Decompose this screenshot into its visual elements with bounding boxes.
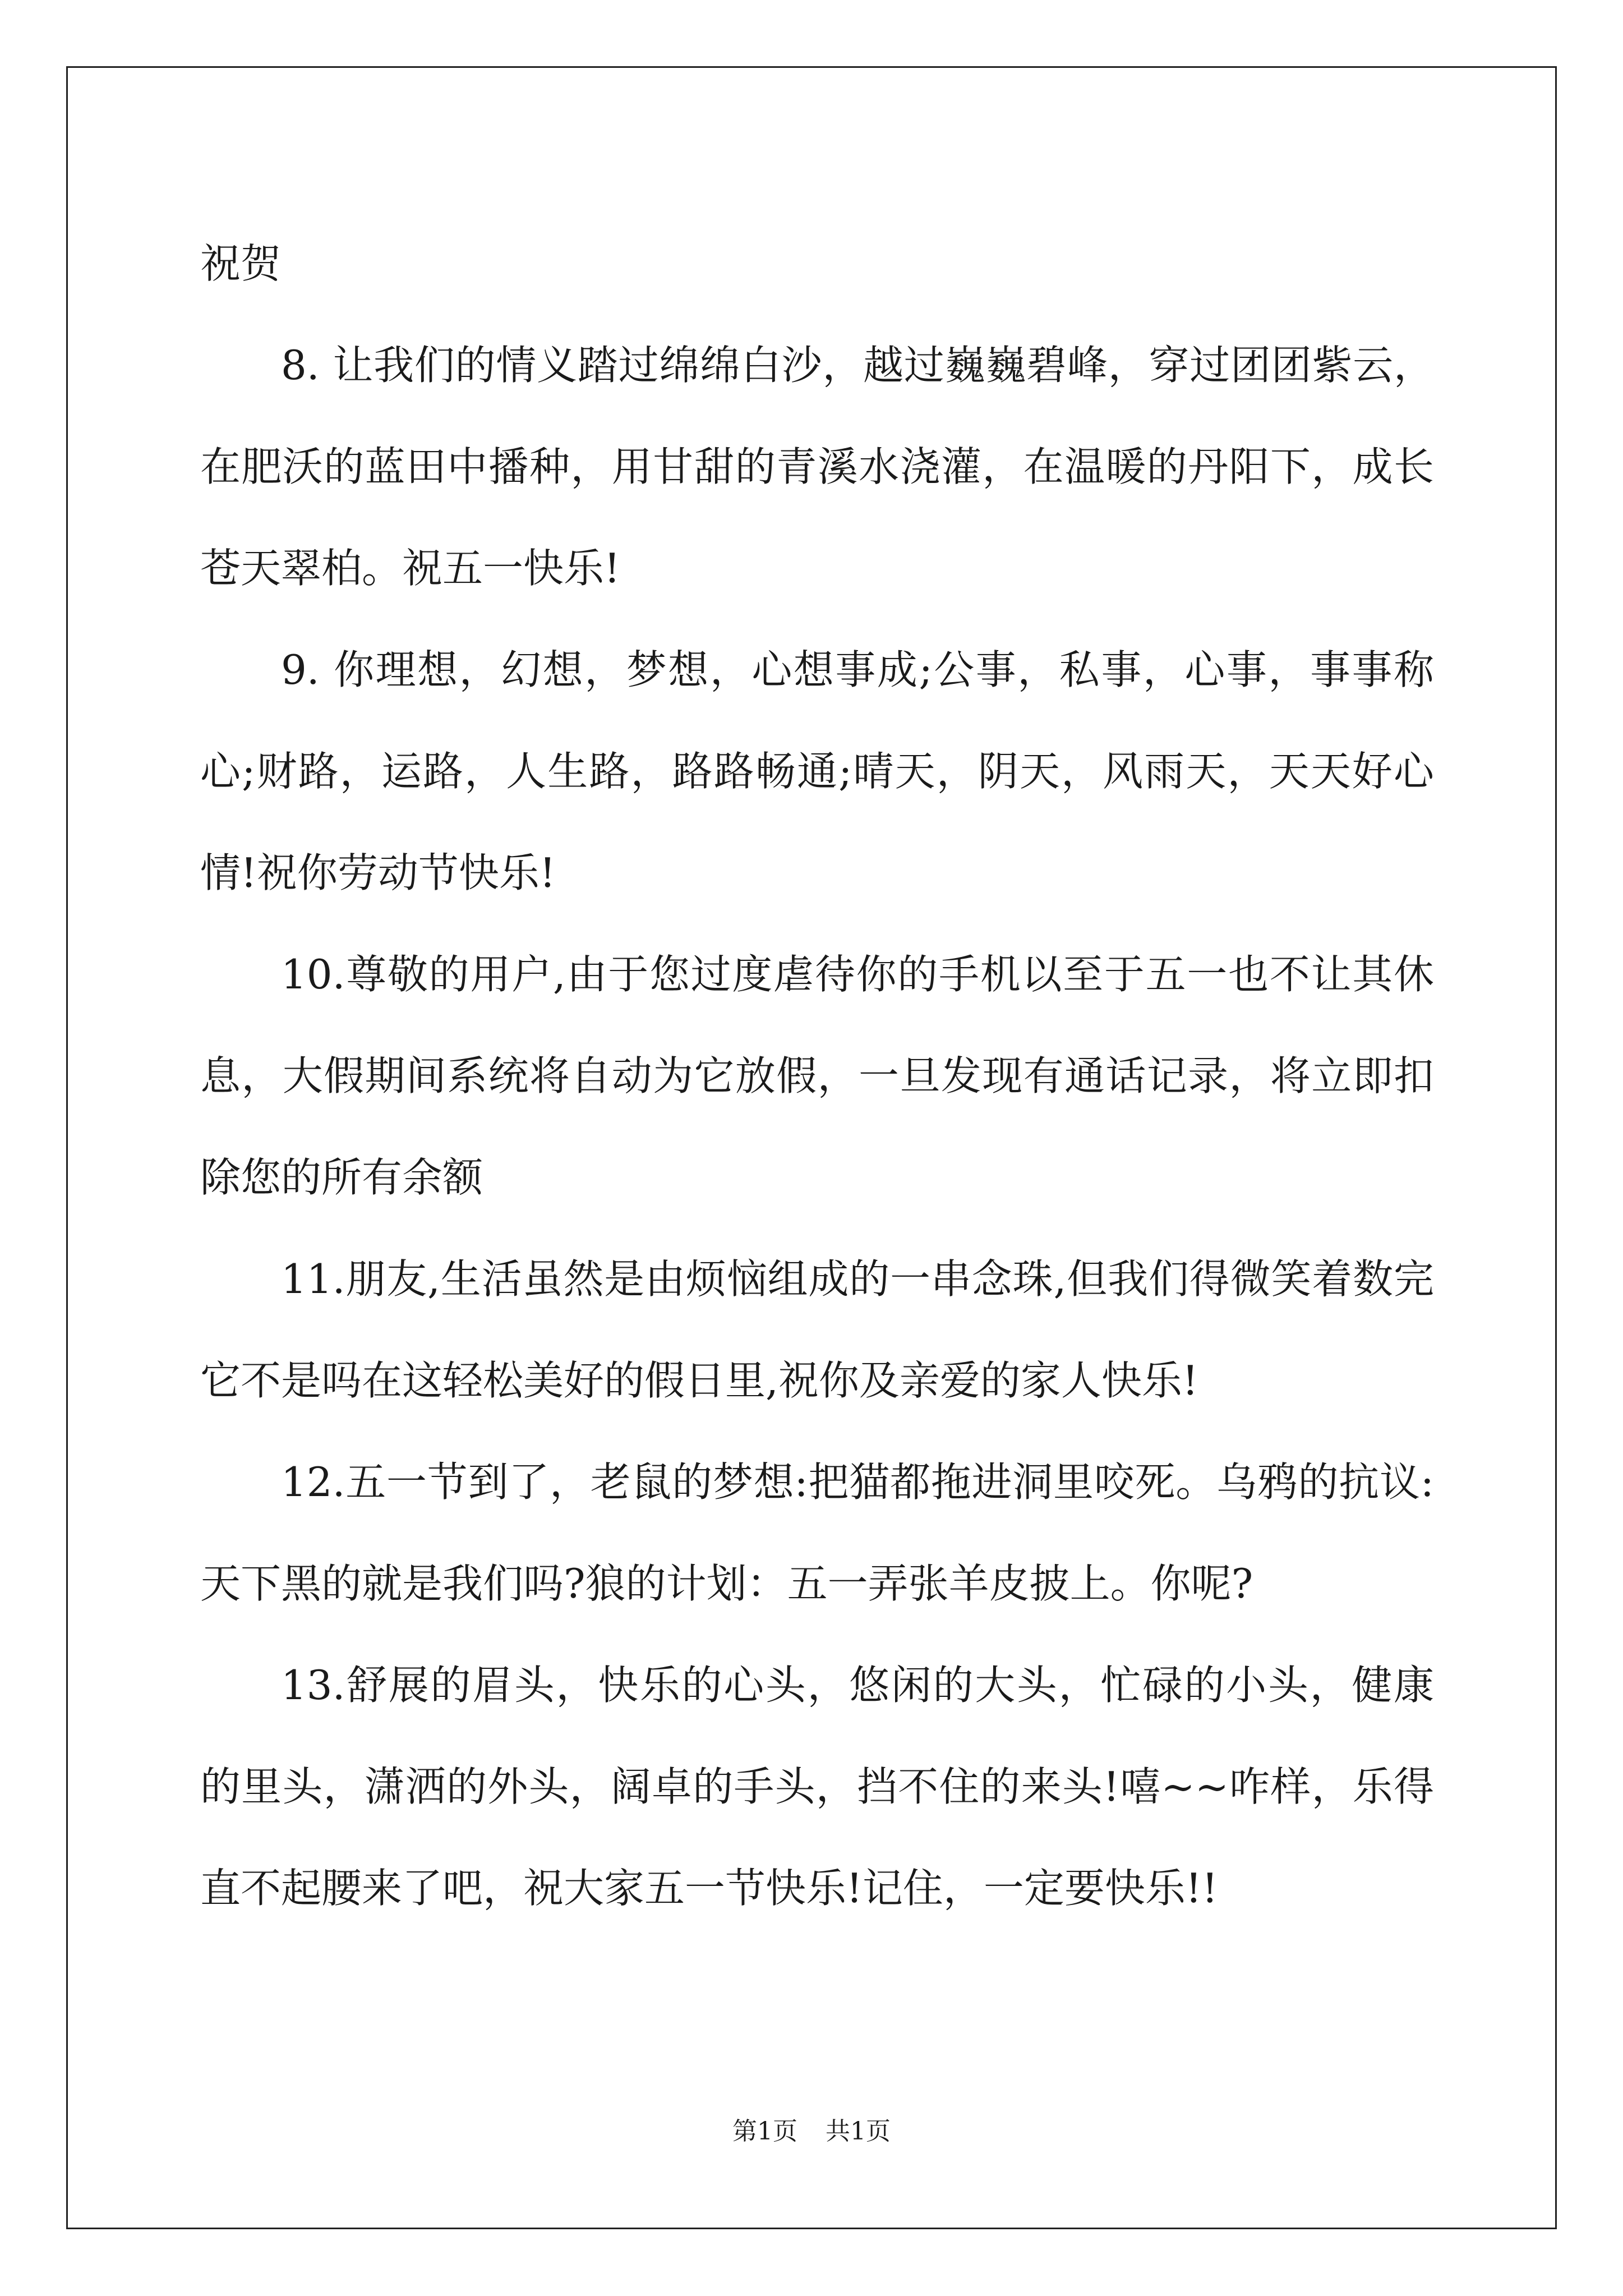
page-total: 共1页 bbox=[826, 2117, 891, 2146]
paragraph-item-10: 10.尊敬的用户,由于您过度虐待你的手机以至于五一也不让其休息，大假期间系统将自动为它放假，一旦发现有通话记录，将立即扣除您的所有余额 bbox=[200, 951, 1434, 1201]
page-footer bbox=[0, 2115, 1623, 2148]
paragraph-item-9: 9. 你理想，幻想，梦想，心想事成;公事，私事，心事，事事称心;财路，运路，人生路，路路畅通;晴天，阴天，风雨天，天天好心情!祝你劳动节快乐! bbox=[200, 646, 1434, 896]
paragraph-item-8: 8. 让我们的情义踏过绵绵白沙，越过巍巍碧峰，穿过团团紫云，在肥沃的蓝田中播种，用甘甜的青溪水浇灌，在温暖的丹阳下，成长苍天翠柏。祝五一快乐! bbox=[200, 342, 1434, 592]
document-body bbox=[200, 213, 1434, 1939]
paragraph-item-11: 11.朋友,生活虽然是由烦恼组成的一串念珠,但我们得微笑着数完它不是吗在这轻松美好的假日里,祝你及亲爱的家人快乐! bbox=[200, 1255, 1434, 1404]
paragraph-item-13: 13.舒展的眉头，快乐的心头，悠闲的大头，忙碌的小头，健康的里头，潇洒的外头，阔卓的手头，挡不住的来头!嘻~~咋样，乐得直不起腰来了吧，祝大家五一节快乐!记住，一定要快乐!! bbox=[200, 1662, 1434, 1912]
paragraph-item-12: 12.五一节到了，老鼠的梦想:把猫都拖进洞里咬死。乌鸦的抗议:天下黑的就是我们吗?狼的计划：五一弄张羊皮披上。你呢? bbox=[200, 1458, 1434, 1607]
page-number: 第1页 bbox=[732, 2117, 797, 2146]
paragraph-heading: 祝贺 bbox=[200, 240, 282, 287]
